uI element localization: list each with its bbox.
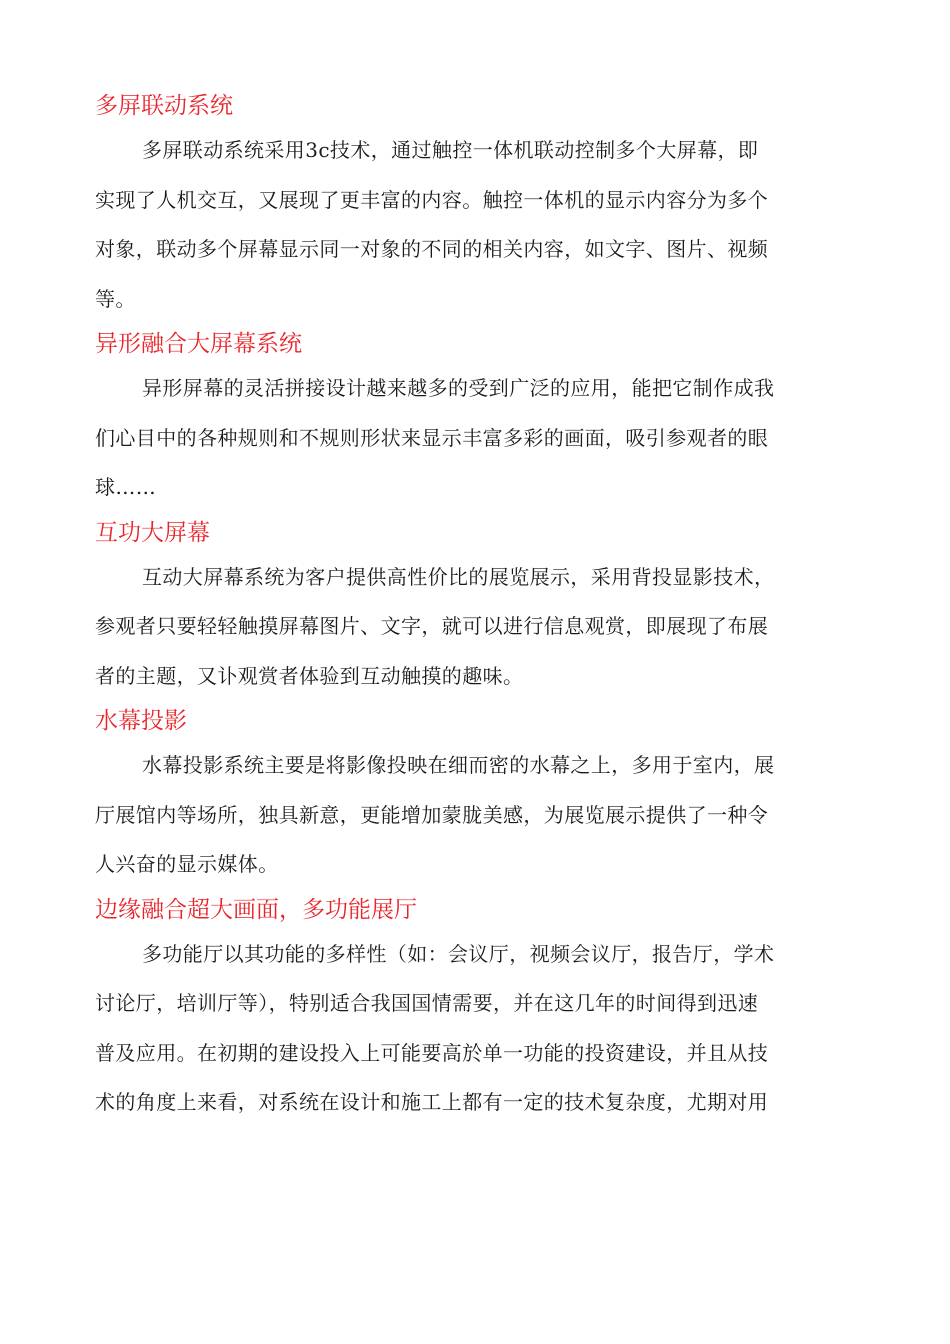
section-title: 多屏联动系统 (95, 93, 233, 119)
paragraph-line: 术的角度上来看，对系统在设计和施工上都有一定的技术复杂度，尤期对用 (95, 1090, 769, 1114)
document-page (95, 86, 855, 1128)
section-paragraph (95, 741, 855, 890)
paragraph-line: 者的主题，又讣观赏者体验到互动触摸的趣味。 (95, 663, 524, 688)
paragraph-line: 普及应用。在初期的建设投入上可能要高於单一功能的投资建设，并且从技 (95, 1040, 769, 1065)
section-paragraph (95, 364, 855, 513)
section-multi-screen (95, 86, 855, 324)
section-title: 互功大屏幕 (95, 519, 210, 546)
paragraph-line: 异形屏幕的灵活拼接设计越来越多的受到广泛的应用，能把它制作成我 (142, 376, 775, 400)
paragraph-line: 参观者只要轻轻触摸屏幕图片、文字，就可以进行信息观赏，即展现了布展 (95, 614, 769, 638)
paragraph-line: 多功能厅以其功能的多样性（如：会议厅，视频会议厅，报告厅，学术 (142, 941, 775, 966)
section-water-screen (95, 701, 855, 890)
paragraph-line: 实现了人机交互，又展现了更丰富的内容。触控一体机的显示内容分为多个 (95, 187, 769, 212)
section-paragraph (95, 126, 855, 324)
section-title: 异形融合大屏幕系统 (95, 331, 302, 357)
paragraph-line: 们心目中的各种规则和不规则形状来显示丰富多彩的画面，吸引参观者的眼 (95, 425, 769, 450)
paragraph-line: 人兴奋的显示媒体。 (95, 852, 279, 876)
paragraph-line: 水幕投影系统主要是将影像投映在细而密的水幕之上，多用于室内，展 (142, 753, 775, 777)
paragraph-line: 厅展馆内等场所，独具新意，更能增加蒙胧美感，为展览展示提供了一种令 (95, 802, 769, 827)
paragraph-line: 对象，联动多个屏幕显示同一对象的不同的相关内容，如文字、图片、视频 (95, 237, 769, 261)
section-title: 边缘融合超大画面，多功能展厅 (95, 896, 417, 923)
paragraph-line: 等。 (95, 286, 136, 311)
section-paragraph (95, 930, 855, 1128)
paragraph-line: 球…… (95, 475, 157, 499)
section-irregular-screen (95, 324, 855, 513)
section-interactive-screen (95, 513, 855, 702)
section-title: 水幕投影 (95, 708, 187, 734)
paragraph-line: 多屏联动系统采用3c技术，通过触控一体机联动控制多个大屏幕，即 (142, 138, 759, 162)
paragraph-line: 讨论厅，培训厅等），特别适合我国国情需要，并在这几年的时间得到迅速 (95, 991, 759, 1015)
section-edge-blending (95, 890, 855, 1128)
paragraph-line: 互动大屏幕系统为客户提供高性价比的展览展示，采用背投显影技术， (142, 564, 775, 589)
section-paragraph (95, 553, 855, 702)
